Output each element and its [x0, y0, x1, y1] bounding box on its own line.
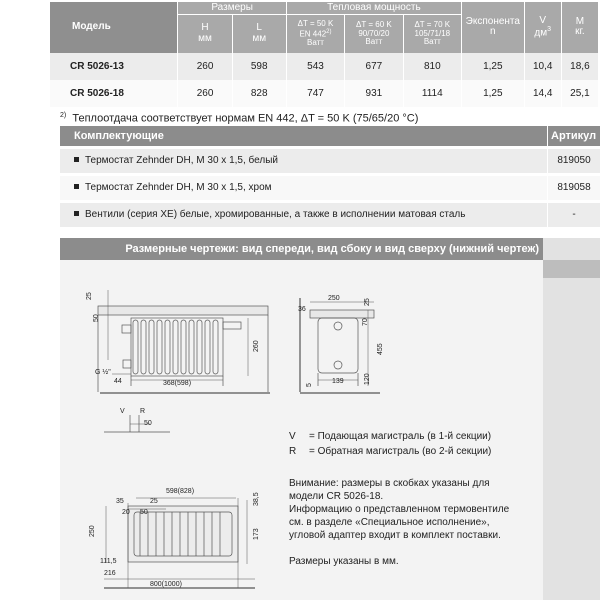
svg-text:800(1000): 800(1000) — [150, 581, 182, 588]
col-group-sizes: Размеры — [178, 2, 286, 15]
svg-text:260: 260 — [253, 340, 260, 352]
svg-text:173: 173 — [253, 528, 260, 540]
col-p70: ΔT = 70 K 105/71/18 Ватт — [403, 15, 461, 53]
col-model: Модель — [50, 2, 178, 53]
svg-text:38,5: 38,5 — [253, 492, 260, 506]
col-m: M кг. — [561, 2, 598, 53]
cell-p60: 931 — [345, 80, 403, 107]
legend-item-r: R = Обратная магистраль (во 2-й секции) — [289, 446, 492, 457]
article-cell: 819058 — [548, 176, 600, 200]
svg-text:50: 50 — [140, 509, 148, 516]
svg-text:25: 25 — [364, 298, 371, 306]
svg-text:25: 25 — [86, 292, 93, 300]
col-l: L мм — [232, 15, 286, 53]
svg-text:V: V — [120, 408, 125, 415]
cell-n: 1,25 — [462, 80, 525, 107]
footnote-text: Теплоотдача соответствует нормам EN 442, ΔT = 50 K (75/65/20 °C) — [72, 112, 419, 125]
cell-v: 10,4 — [524, 53, 561, 80]
list-item: Вентили (серия XE) белые, хромированные, а также в исполнении матовая сталь — [60, 203, 547, 227]
cell-p50: 543 — [286, 53, 344, 80]
cell-model: CR 5026-18 — [50, 80, 178, 107]
col-exp: Экспонента n — [462, 2, 525, 53]
drawings-header: Размерные чертежи: вид спереди, вид сбоку и вид сверху (нижний чертеж) — [60, 238, 543, 260]
svg-text:120: 120 — [364, 373, 371, 385]
list-item: Термостат Zehnder DH, M 30 x 1,5, хром — [60, 176, 547, 200]
footnote-marker: 2) — [60, 112, 67, 119]
svg-text:455: 455 — [377, 343, 384, 355]
svg-text:216: 216 — [104, 570, 116, 577]
cell-model: CR 5026-13 — [50, 53, 178, 80]
svg-text:20: 20 — [122, 509, 130, 516]
col-group-power: Тепловая мощность — [286, 2, 461, 15]
cell-v: 14,4 — [524, 80, 561, 107]
svg-text:368(598): 368(598) — [163, 380, 192, 387]
svg-text:5: 5 — [306, 383, 313, 387]
article-cell: - — [548, 203, 600, 227]
article-cell: 819050 — [548, 149, 600, 173]
svg-text:35: 35 — [116, 498, 124, 505]
svg-text:250: 250 — [89, 525, 96, 537]
cell-m: 18,6 — [561, 53, 598, 80]
cell-p70: 810 — [403, 53, 461, 80]
svg-text:70: 70 — [362, 318, 369, 326]
cell-n: 1,25 — [462, 53, 525, 80]
article-header: Артикул — [548, 126, 600, 146]
accessories-header: Комплектующие — [60, 126, 547, 146]
cell-l: 598 — [232, 53, 286, 80]
legend-item-v: V = Подающая магистраль (в 1-й секции) — [289, 431, 492, 442]
drawings-note: Внимание: размеры в скобках указаны для модели CR 5026-18. Информацию о представленном термовентиле см. в разделе «Специальное исполнение», угловой адаптер входит в комплект поставки. Размеры указаны в мм. — [289, 478, 510, 567]
svg-text:44: 44 — [114, 378, 122, 385]
cell-l: 828 — [232, 80, 286, 107]
cell-m: 25,1 — [561, 80, 598, 107]
cell-p50: 747 — [286, 80, 344, 107]
svg-text:G ½": G ½" — [95, 369, 111, 376]
svg-text:139: 139 — [332, 378, 344, 385]
svg-text:598(828): 598(828) — [166, 488, 195, 495]
svg-text:R: R — [140, 408, 146, 415]
col-v: V $дм^3$ — [524, 2, 561, 53]
svg-text:25: 25 — [150, 498, 158, 505]
svg-text:36: 36 — [298, 306, 306, 313]
col-p60: ΔT = 60 K 90/70/20 Ватт — [345, 15, 403, 53]
col-p50: ΔT = 50 K EN 442$^{2)}$ Ватт — [286, 15, 344, 53]
svg-text:50: 50 — [144, 420, 152, 427]
cell-h: 260 — [178, 80, 232, 107]
list-item: Термостат Zehnder DH, M 30 x 1,5, белый — [60, 149, 547, 173]
cell-p70: 1114 — [403, 80, 461, 107]
svg-text:250: 250 — [328, 295, 340, 302]
svg-text:50: 50 — [93, 314, 100, 322]
svg-text:111,5: 111,5 — [100, 558, 117, 565]
cell-h: 260 — [178, 53, 232, 80]
col-h: H мм — [178, 15, 232, 53]
cell-p60: 677 — [345, 53, 403, 80]
